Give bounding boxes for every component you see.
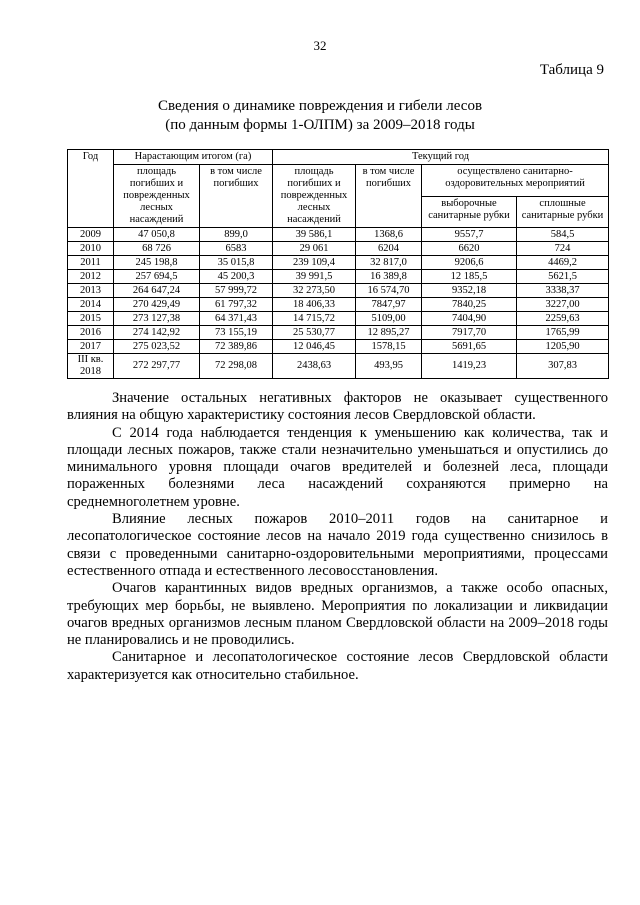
cell-cumulative-dead: 6583 [200, 242, 273, 256]
header-cumulative: Нарастающим итогом (га) [114, 150, 273, 165]
cell-cumulative-area: 245 198,8 [114, 256, 200, 270]
cell-clear: 5621,5 [517, 270, 609, 284]
cell-cumulative-dead: 61 797,32 [200, 298, 273, 312]
header-including-dead: в том числе погибших [200, 165, 273, 228]
cell-clear: 307,83 [517, 354, 609, 379]
table-label: Таблица 9 [539, 62, 604, 78]
table-row [68, 312, 609, 326]
cell-cumulative-dead: 45 200,3 [200, 270, 273, 284]
cell-selective: 1419,23 [422, 354, 517, 379]
cell-current-dead: 7847,97 [356, 298, 422, 312]
cell-current-area: 39 586,1 [273, 228, 356, 242]
cell-year: 2009 [68, 228, 114, 242]
cell-current-dead: 5109,00 [356, 312, 422, 326]
header-current-year: Текущий год [273, 150, 609, 165]
table-title-line-2: (по данным формы 1-ОЛПМ) за 2009–2018 годы [165, 117, 475, 133]
cell-cumulative-dead: 64 371,43 [200, 312, 273, 326]
cell-current-area: 39 991,5 [273, 270, 356, 284]
cell-selective: 9352,18 [422, 284, 517, 298]
cell-cumulative-dead: 72 298,08 [200, 354, 273, 379]
cell-current-area: 2438,63 [273, 354, 356, 379]
paragraph: С 2014 года наблюдается тенденция к уменьшению как количества, так и площади лесных пожаров, также стали незначительно уменьшаться и опустились до минимального уровня площади очагов вредителей и болезней леса, площади пораженных болезнями леса насаждений сохраняются примерно на среднемноголетнем уровне. [67, 424, 608, 510]
cell-current-dead: 12 895,27 [356, 326, 422, 340]
cell-selective: 12 185,5 [422, 270, 517, 284]
cell-current-dead: 32 817,0 [356, 256, 422, 270]
body-text [67, 390, 608, 684]
cell-cumulative-dead: 899,0 [200, 228, 273, 242]
table-row [68, 242, 609, 256]
cell-year: 2017 [68, 340, 114, 354]
cell-clear: 4469,2 [517, 256, 609, 270]
cell-clear: 1765,99 [517, 326, 609, 340]
cell-cumulative-dead: 35 015,8 [200, 256, 273, 270]
header-area-dead: площадь погибших и поврежденных лесных насаждений [114, 165, 200, 228]
table-row [68, 298, 609, 312]
cell-selective: 9206,6 [422, 256, 517, 270]
paragraph: Очагов карантинных видов вредных организмов, а также особо опасных, требующих мер борьбы, не выявлено. Мероприятия по локализации и ликвидации очагов вредных организмов лесным планом Свердловской области на 2009–2018 годы не планировались и не проводились. [67, 580, 608, 649]
cell-cumulative-area: 264 647,24 [114, 284, 200, 298]
cell-year: 2015 [68, 312, 114, 326]
cell-selective: 7404,90 [422, 312, 517, 326]
cell-current-dead: 16 574,70 [356, 284, 422, 298]
cell-clear: 1205,90 [517, 340, 609, 354]
cell-current-area: 32 273,50 [273, 284, 356, 298]
cell-clear: 2259,63 [517, 312, 609, 326]
table-title [0, 97, 640, 135]
table-row [68, 340, 609, 354]
cell-selective: 7917,70 [422, 326, 517, 340]
cell-selective: 5691,65 [422, 340, 517, 354]
table-row [68, 284, 609, 298]
cell-year: 2011 [68, 256, 114, 270]
table-row [68, 256, 609, 270]
paragraph: Значение остальных негативных факторов не оказывает существенного влияния на общую характеристику состояния лесов Свердловской области. [67, 390, 608, 424]
cell-selective: 9557,7 [422, 228, 517, 242]
cell-selective: 6620 [422, 242, 517, 256]
cell-cumulative-area: 275 023,52 [114, 340, 200, 354]
forest-damage-table [67, 149, 609, 379]
cell-cumulative-dead: 72 389,86 [200, 340, 273, 354]
header-area-dead-current: площадь погибших и поврежденных лесных насаждений [273, 165, 356, 228]
cell-cumulative-dead: 57 999,72 [200, 284, 273, 298]
cell-cumulative-area: 68 726 [114, 242, 200, 256]
cell-current-area: 29 061 [273, 242, 356, 256]
cell-current-area: 239 109,4 [273, 256, 356, 270]
table-row [68, 228, 609, 242]
cell-cumulative-area: 257 694,5 [114, 270, 200, 284]
cell-current-area: 25 530,77 [273, 326, 356, 340]
cell-clear: 724 [517, 242, 609, 256]
cell-year: III кв. 2018 [68, 354, 114, 379]
cell-current-area: 18 406,33 [273, 298, 356, 312]
cell-cumulative-area: 47 050,8 [114, 228, 200, 242]
paragraph: Санитарное и лесопатологическое состояние лесов Свердловской области характеризуется как относительно стабильное. [67, 649, 608, 683]
header-year: Год [68, 150, 114, 228]
page-number: 32 [313, 38, 327, 53]
table-row [68, 270, 609, 284]
cell-current-dead: 16 389,8 [356, 270, 422, 284]
cell-year: 2014 [68, 298, 114, 312]
paragraph: Влияние лесных пожаров 2010–2011 годов на санитарное и лесопатологическое состояние лесов на начало 2019 года существенно снизилось в связи с проведенными санитарно-оздоровительными мероприятиями, процессами естественного отпада и естественного лесовосстановления. [67, 511, 608, 579]
header-clear-cuttings: сплошные санитарные рубки [517, 196, 609, 228]
cell-cumulative-area: 270 429,49 [114, 298, 200, 312]
cell-year: 2013 [68, 284, 114, 298]
cell-cumulative-dead: 73 155,19 [200, 326, 273, 340]
cell-selective: 7840,25 [422, 298, 517, 312]
cell-clear: 3338,37 [517, 284, 609, 298]
table-row [68, 326, 609, 340]
header-selective-cuttings: выборочные санитарные рубки [422, 196, 517, 228]
cell-current-area: 14 715,72 [273, 312, 356, 326]
cell-cumulative-area: 272 297,77 [114, 354, 200, 379]
header-sanitary-measures: осуществлено санитарно-оздоровительных мероприятий [422, 165, 609, 197]
cell-current-dead: 1578,15 [356, 340, 422, 354]
cell-current-dead: 493,95 [356, 354, 422, 379]
cell-year: 2012 [68, 270, 114, 284]
cell-current-dead: 1368,6 [356, 228, 422, 242]
header-including-dead-current: в том числе погибших [356, 165, 422, 228]
cell-year: 2016 [68, 326, 114, 340]
cell-cumulative-area: 273 127,38 [114, 312, 200, 326]
table-row [68, 354, 609, 379]
cell-clear: 584,5 [517, 228, 609, 242]
cell-clear: 3227,00 [517, 298, 609, 312]
cell-year: 2010 [68, 242, 114, 256]
table-title-line-1: Сведения о динамике повреждения и гибели лесов [157, 98, 483, 114]
cell-cumulative-area: 274 142,92 [114, 326, 200, 340]
cell-current-dead: 6204 [356, 242, 422, 256]
cell-current-area: 12 046,45 [273, 340, 356, 354]
